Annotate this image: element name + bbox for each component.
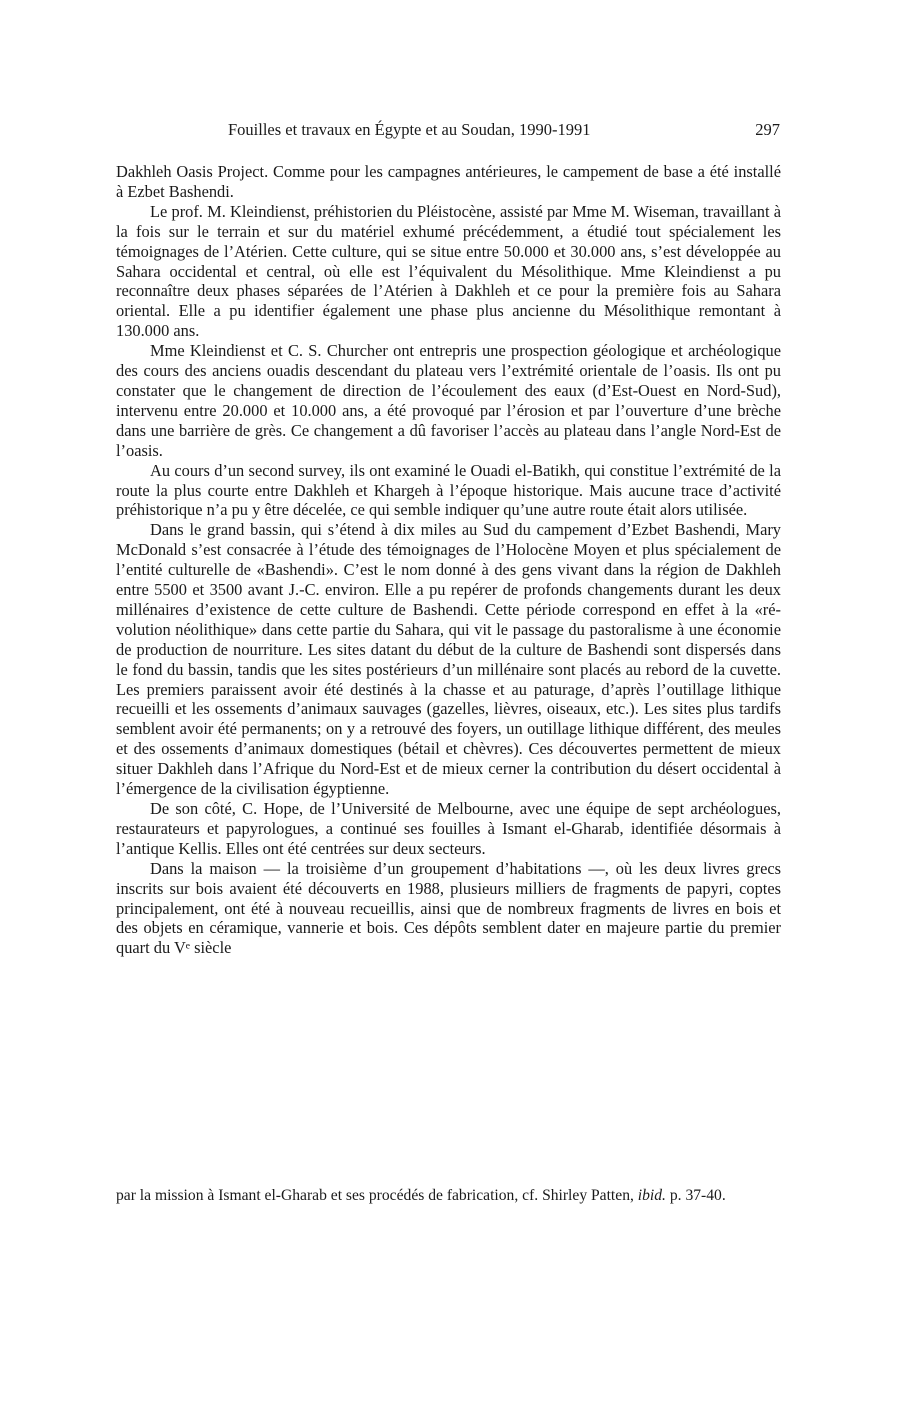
running-title: Fouilles et travaux en Égypte et au Soudan, 1990-1991 — [228, 120, 591, 139]
footnote-text — [116, 1187, 781, 1206]
footnote-text-before: par la mission à Ismant el-Gharab et ses procédés de fabrication, cf. Shirley Patten, — [116, 1187, 638, 1204]
footnote-text-after: p. 37-40. — [665, 1187, 726, 1204]
paragraph: Le prof. M. Kleindienst, préhistorien du Pléistocène, assisté par Mme M. Wiseman, travaillant à la fois sur le terrain et sur du matériel exhumé précédemment, a étudié tout spécialement les témoignages de l’Atérien. Cette culture, qui se situe entre 50.000 et 30.000 ans, s’est développée au Sahara occidental et central, où elle est l’équivalent du Mésolithique. Mme Kleindienst a pu reconnaître deux phases séparées de l’Atérien à Dakhleh et ce pour la première fois au Sahara oriental. Elle a pu identifier également une phase plus ancienne du Mésolithique remontant à 130.000 ans. — [116, 201, 781, 341]
page-number: 297 — [755, 120, 780, 139]
footnote — [116, 1187, 781, 1206]
paragraph: Dans la maison — la troisième d’un groupement d’habitations —, où les deux livres grecs inscrits sur bois avaient été découverts en 1988, plusieurs milliers de fragments de papyri, coptes principalement, ont été à nouveau recueillis, ainsi que de nombreux fragments de livres en bois et des objets en céramique, vannerie et bois. Ces dépôts semblent dater en majeure partie du premier quart du Vᵉ siècle — [116, 858, 781, 958]
paragraph: Dans le grand bassin, qui s’étend à dix miles au Sud du campement d’Ezbet Bashendi, Mary McDonald s’est consacrée à l’étude des témoignages de l’Holocène Moyen et plus spécialement de l’entité culturelle de «Bashendi». C’est le nom donné à des gens vivant dans la région de Dakhleh entre 5500 et 3500 avant J.-C. environ. Elle a pu repérer de profonds changements durant les deux millénaires d’existence de cette culture de Bashendi. Cette période correspond en effet à la «révolution néolithique» dans cette partie du Sahara, qui vit le passage du pastoralisme à une économie de production de nourriture. Les sites datant du début de la culture de Bashendi sont dispersés dans le fond du bassin, tandis que les sites postérieurs d’un millénaire sont placés au rebord de la cuvette. Les premiers paraissent avoir été destinés à la chasse et au paturage, d’après l’outillage lithique recueilli et les ossements d’animaux sauvages (gazelles, lièvres, oiseaux, etc.). Les sites plus tardifs semblent avoir été permanents; on y a retrouvé des foyers, un outillage lithique différent, des meules et des ossements d’animaux domestiques (bétail et chèvres). Ces découvertes permettent de mieux situer Dakhleh dans l’Afrique du Nord-Est et de mieux cerner la contribution du désert occidental à l’émergence de la civilisation égyptienne. — [116, 520, 781, 799]
footnote-italic-ibid: ibid. — [637, 1187, 666, 1204]
running-header — [150, 120, 780, 142]
body-text — [116, 162, 781, 958]
paragraph: De son côté, C. Hope, de l’Université de Melbourne, avec une équipe de sept archéologues, restaurateurs et papyrologues, a continué ses fouilles à Ismant el-Gharab, identifiée désormais à l’antique Kellis. Elles ont été centrées sur deux secteurs. — [116, 799, 781, 858]
paragraph: Mme Kleindienst et C. S. Churcher ont entrepris une prospection géologique et archéologique des cours des anciens ouadis descendant du plateau vers l’extrémité orientale de l’oasis. Ils ont pu constater que le changement de direction de l’écoulement des eaux (d’Est-Ouest en Nord-Sud), intervenu entre 20.000 et 10.000 ans, a été provoqué par l’érosion et par l’ouverture d’une brèche dans une barrière de grès. Ce changement a dû favoriser l’accès au plateau dans l’angle Nord-Est de l’oasis. — [116, 341, 781, 460]
paragraph: Dakhleh Oasis Project. Comme pour les campagnes antérieures, le campement de base a été installé à Ezbet Bashendi. — [116, 162, 781, 201]
paragraph: Au cours d’un second survey, ils ont examiné le Ouadi el-Batikh, qui constitue l’extrémité de la route la plus courte entre Dakhleh et Khargeh à l’époque historique. Mais aucune trace d’activité préhistorique n’a pu y être décelée, ce qui semble indiquer qu’une autre route était alors utilisée. — [116, 460, 781, 520]
